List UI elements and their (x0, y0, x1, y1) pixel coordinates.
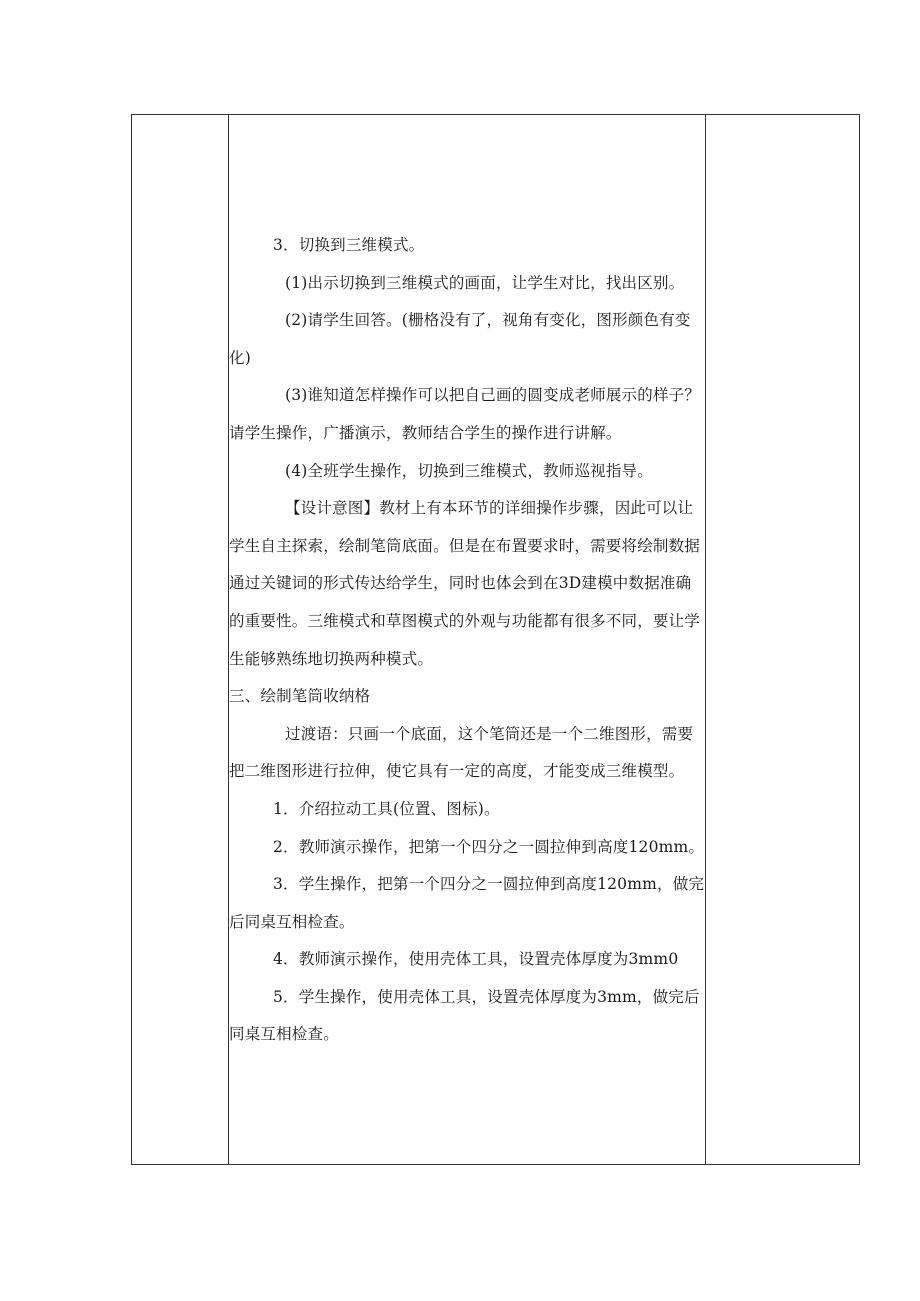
section-3-item-1: 1．介绍拉动工具(位置、图标)。 (273, 799, 500, 818)
step-3-substep-1: (1)出示切换到三维模式的画面，让学生对比，找出区别。 (285, 273, 685, 292)
step-3-heading: 3．切换到三维模式。 (273, 236, 425, 254)
design-intent-paragraph: 【设计意图】教材上有本环节的详细操作步骤，因此可以让学生自主探索，绘制笔筒底面。但是在布置要求时，需要将绘制数据通过关键词的形式传达给学生，同时也体会到在3D建模中数据准确的重要性。三维模式和草图模式的外观与功能都有很多不同，要让学生能够熟练地切换两种模式。 (229, 499, 701, 668)
step-3-substep-4: (4)全班学生操作，切换到三维模式，教师巡视指导。 (285, 461, 653, 480)
table-column-divider-right (705, 115, 706, 1164)
section-3-item-3: 3．学生操作，把第一个四分之一圆拉伸到高度120mm，做完后同桌互相检查。 (229, 875, 705, 931)
transition-paragraph: 过渡语：只画一个底面，这个笔筒还是一个二维图形，需要把二维图形进行拉伸，使它具有一定的高度，才能变成三维模型。 (229, 724, 694, 781)
section-3-item-2: 2．教师演示操作，把第一个四分之一圆拉伸到高度120mm。 (273, 837, 705, 856)
step-3-substep-2: (2)请学生回答。(栅格没有了，视角有变化，图形颜色有变化) (229, 311, 691, 367)
section-3-item-4: 4．教师演示操作，使用壳体工具，设置壳体厚度为3mm0 (273, 950, 679, 969)
teaching-process-cell (229, 115, 705, 1164)
lesson-plan-table (131, 114, 860, 1165)
teaching-process-text (229, 227, 705, 1054)
step-3-substep-3: (3)谁知道怎样操作可以把自己画的圆变成老师展示的样子？请学生操作，广播演示，教师结合学生的操作进行讲解。 (229, 386, 701, 442)
section-3-heading: 三、绘制笔筒收纳格 (229, 687, 371, 706)
section-3-item-5: 5．学生操作，使用壳体工具，设置壳体厚度为3mm，做完后同桌互相检查。 (229, 987, 700, 1044)
